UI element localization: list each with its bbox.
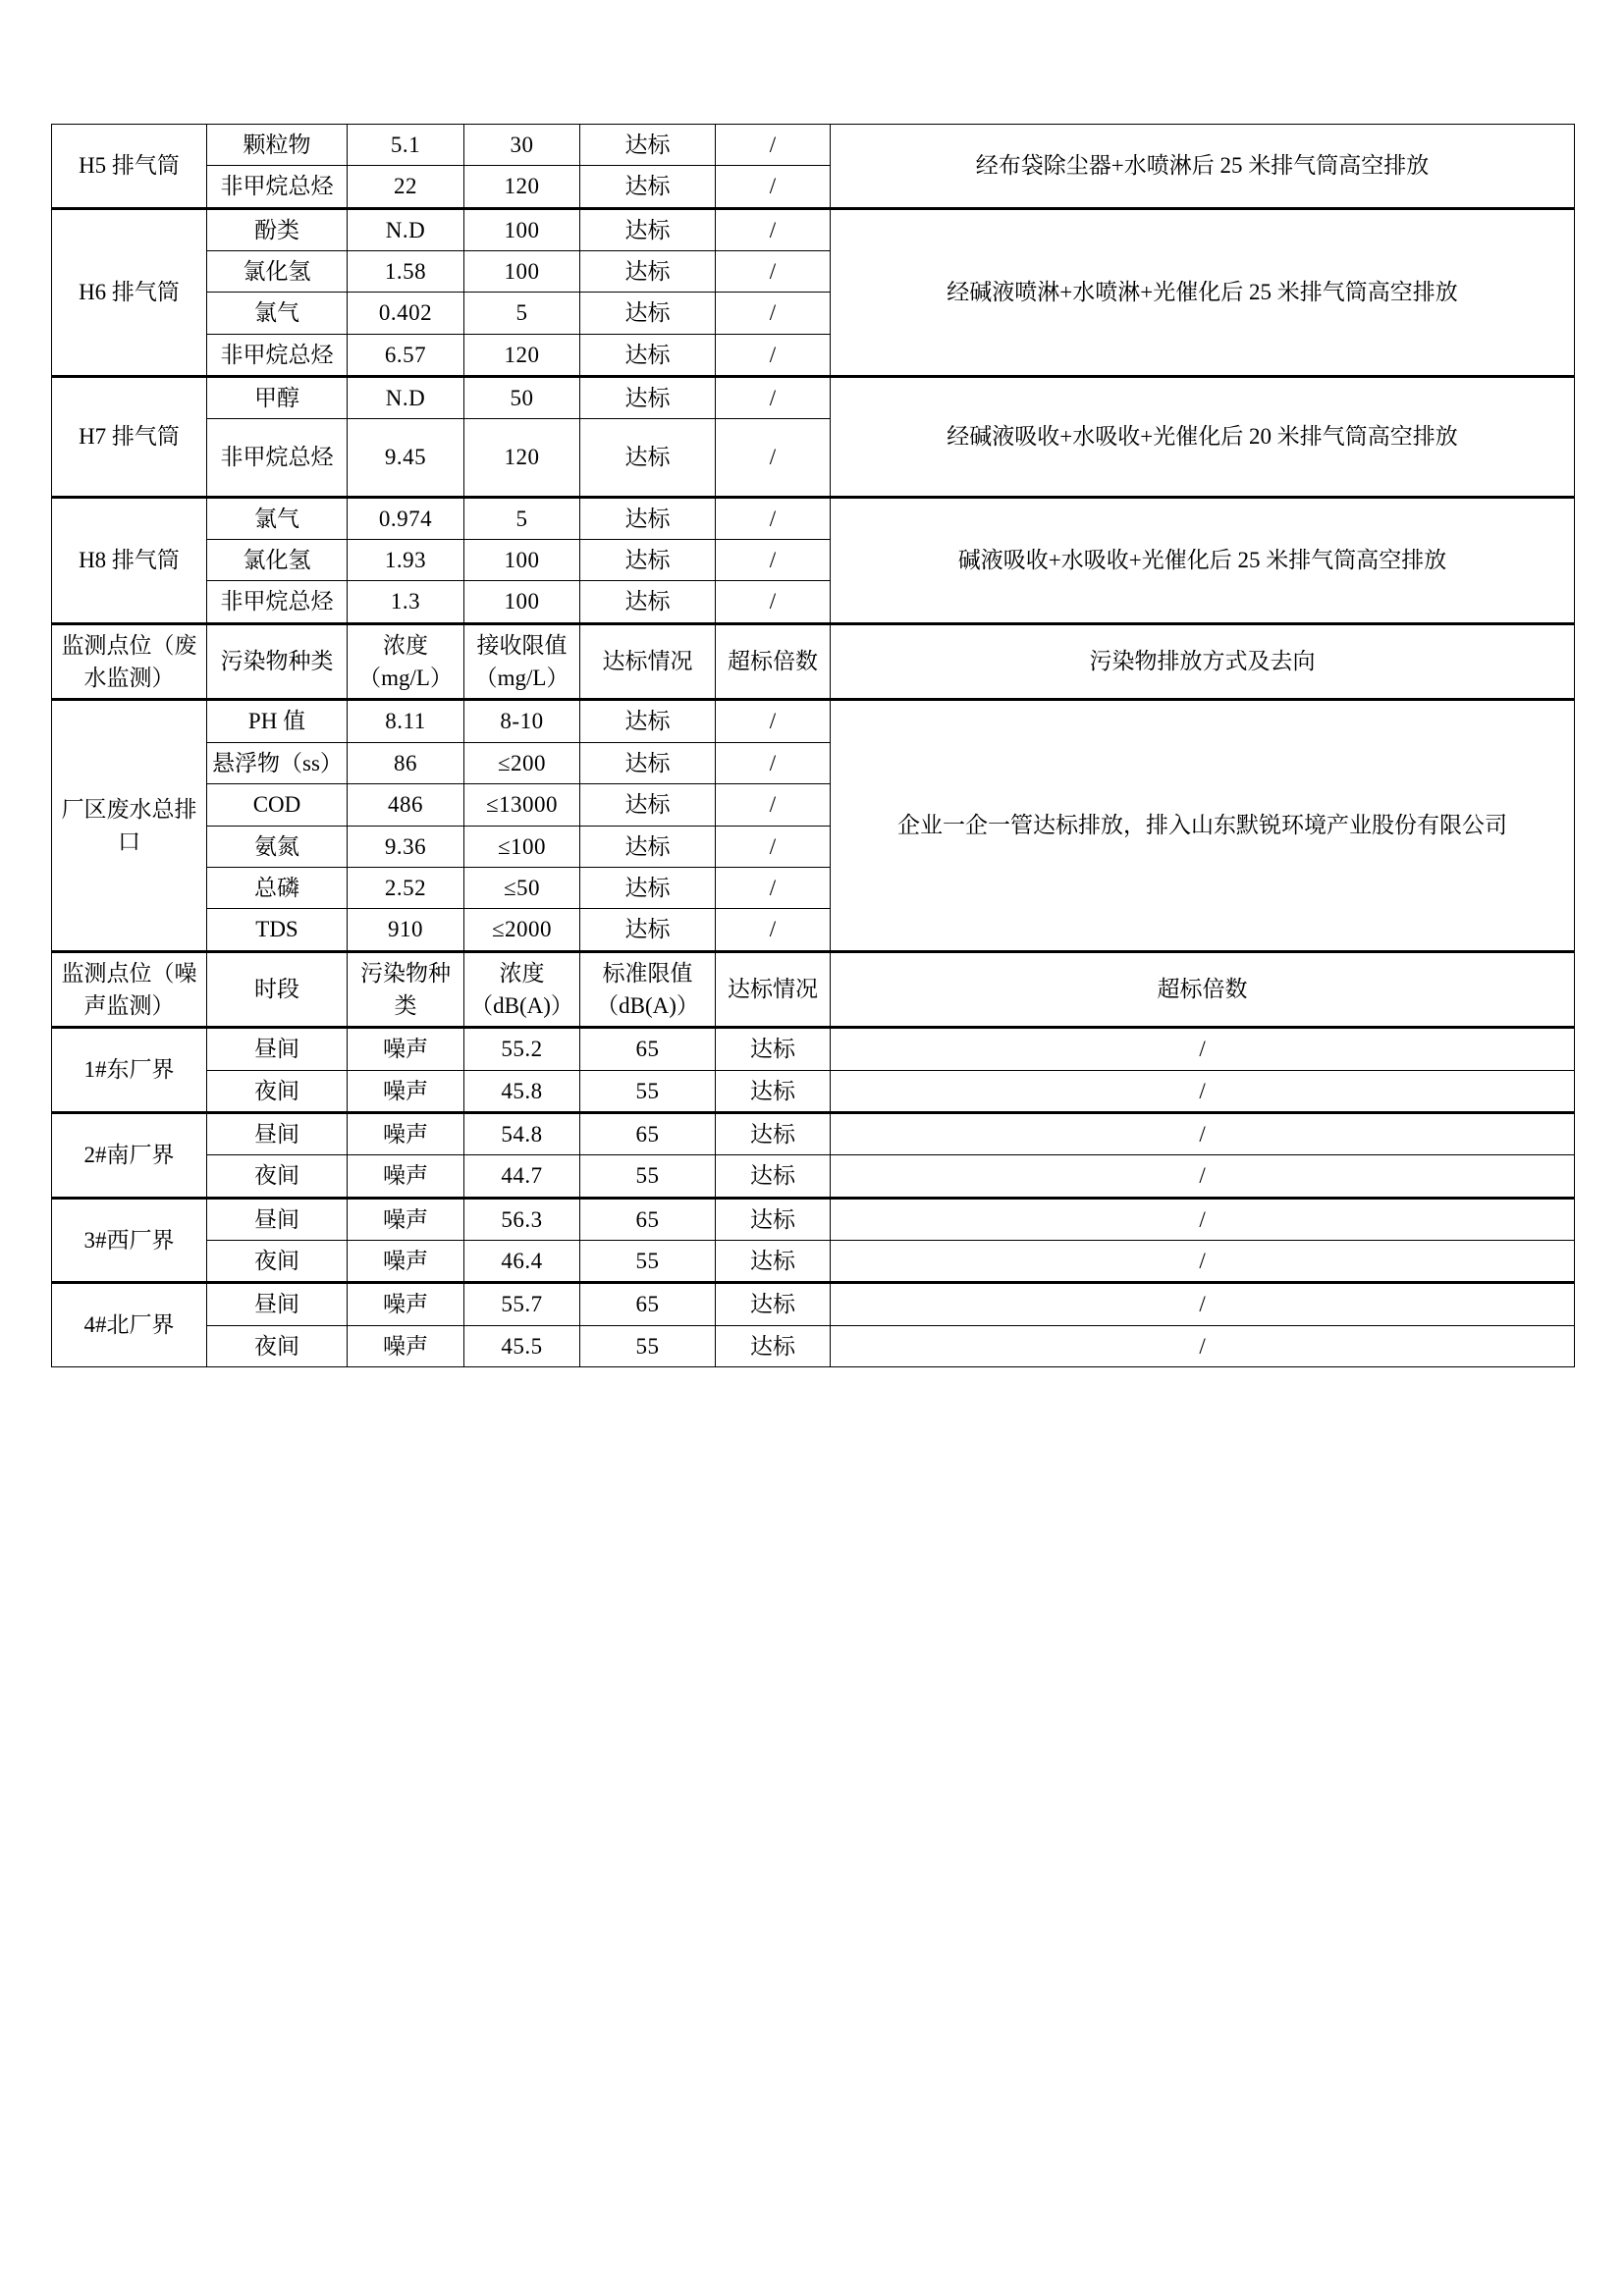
pollutant-cell: 氨氮 (207, 826, 348, 867)
point-name-cell: H5 排气筒 (52, 125, 207, 209)
discharge-description-cell: 经布袋除尘器+水喷淋后 25 米排气筒高空排放 (831, 125, 1575, 209)
limit-cell: 100 (464, 208, 580, 250)
status-cell: 达标 (580, 700, 716, 742)
header-limit-cell: 标准限值（dB(A)） (580, 951, 716, 1028)
exceed-cell: / (716, 581, 831, 623)
status-cell: 达标 (580, 540, 716, 581)
limit-cell: 55 (580, 1325, 716, 1366)
concentration-cell: 55.2 (464, 1028, 580, 1070)
concentration-cell: 910 (348, 909, 464, 951)
table-row (52, 1240, 1575, 1282)
limit-cell: ≤200 (464, 742, 580, 783)
table-header-row-wastewater (52, 623, 1575, 700)
exceed-cell: / (716, 251, 831, 293)
pollutant-cell: 酚类 (207, 208, 348, 250)
pollutant-cell: 非甲烷总烃 (207, 334, 348, 376)
concentration-cell: 8.11 (348, 700, 464, 742)
table-row (52, 1028, 1575, 1070)
status-cell: 达标 (580, 826, 716, 867)
pollutant-cell: 总磷 (207, 867, 348, 908)
limit-cell: ≤50 (464, 867, 580, 908)
period-cell: 昼间 (207, 1112, 348, 1154)
exceed-cell: / (716, 540, 831, 581)
pollutant-cell: 颗粒物 (207, 125, 348, 166)
exceed-cell: / (831, 1028, 1575, 1070)
discharge-description-cell: 碱液吸收+水吸收+光催化后 25 米排气筒高空排放 (831, 497, 1575, 623)
pollutant-cell: 非甲烷总烃 (207, 581, 348, 623)
point-name-cell: H8 排气筒 (52, 497, 207, 623)
header-pollutant-cell: 污染物种类 (207, 623, 348, 700)
pollutant-cell: 噪声 (348, 1155, 464, 1198)
table-row (52, 1112, 1575, 1154)
table-row (52, 1155, 1575, 1198)
table-row (52, 497, 1575, 539)
concentration-cell: 22 (348, 166, 464, 208)
exceed-cell: / (716, 293, 831, 334)
exceed-cell: / (831, 1112, 1575, 1154)
period-cell: 夜间 (207, 1240, 348, 1282)
limit-cell: 5 (464, 293, 580, 334)
status-cell: 达标 (716, 1240, 831, 1282)
header-discharge-cell: 污染物排放方式及去向 (831, 623, 1575, 700)
pollutant-cell: 悬浮物（ss） (207, 742, 348, 783)
point-name-cell: 4#北厂界 (52, 1283, 207, 1367)
table-row (52, 208, 1575, 250)
table-row (52, 1070, 1575, 1112)
header-pollutant-cell: 污染物种类 (348, 951, 464, 1028)
limit-cell: 120 (464, 166, 580, 208)
status-cell: 达标 (580, 581, 716, 623)
status-cell: 达标 (580, 497, 716, 539)
table-body (52, 125, 1575, 1367)
pollutant-cell: 氯气 (207, 293, 348, 334)
status-cell: 达标 (580, 334, 716, 376)
header-limit-cell: 接收限值（mg/L） (464, 623, 580, 700)
limit-cell: 50 (464, 377, 580, 419)
status-cell: 达标 (716, 1028, 831, 1070)
status-cell: 达标 (580, 377, 716, 419)
pollutant-cell: 噪声 (348, 1240, 464, 1282)
exceed-cell: / (716, 909, 831, 951)
exceed-cell: / (716, 826, 831, 867)
concentration-cell: 46.4 (464, 1240, 580, 1282)
concentration-cell: 5.1 (348, 125, 464, 166)
exceed-cell: / (716, 784, 831, 826)
exceed-cell: / (716, 334, 831, 376)
concentration-cell: 6.57 (348, 334, 464, 376)
point-name-cell: H7 排气筒 (52, 377, 207, 498)
period-cell: 夜间 (207, 1325, 348, 1366)
status-cell: 达标 (716, 1155, 831, 1198)
status-cell: 达标 (716, 1070, 831, 1112)
concentration-cell: N.D (348, 377, 464, 419)
concentration-cell: 1.93 (348, 540, 464, 581)
table-row (52, 125, 1575, 166)
table-row (52, 1283, 1575, 1325)
exceed-cell: / (831, 1283, 1575, 1325)
point-name-cell: 2#南厂界 (52, 1112, 207, 1198)
status-cell: 达标 (716, 1325, 831, 1366)
limit-cell: 65 (580, 1198, 716, 1240)
exceed-cell: / (716, 700, 831, 742)
concentration-cell: 2.52 (348, 867, 464, 908)
concentration-cell: 9.45 (348, 419, 464, 497)
exceed-cell: / (716, 867, 831, 908)
pollutant-cell: 甲醇 (207, 377, 348, 419)
pollutant-cell: 噪声 (348, 1028, 464, 1070)
limit-cell: 120 (464, 419, 580, 497)
limit-cell: 65 (580, 1112, 716, 1154)
exceed-cell: / (831, 1240, 1575, 1282)
header-status-cell: 达标情况 (716, 951, 831, 1028)
concentration-cell: N.D (348, 208, 464, 250)
pollutant-cell: 氯气 (207, 497, 348, 539)
header-status-cell: 达标情况 (580, 623, 716, 700)
limit-cell: 100 (464, 540, 580, 581)
discharge-description-cell: 经碱液喷淋+水喷淋+光催化后 25 米排气筒高空排放 (831, 208, 1575, 376)
concentration-cell: 86 (348, 742, 464, 783)
pollutant-cell: 噪声 (348, 1198, 464, 1240)
pollutant-cell: PH 值 (207, 700, 348, 742)
status-cell: 达标 (580, 784, 716, 826)
table-row (52, 700, 1575, 742)
period-cell: 昼间 (207, 1283, 348, 1325)
status-cell: 达标 (580, 208, 716, 250)
concentration-cell: 56.3 (464, 1198, 580, 1240)
limit-cell: 100 (464, 251, 580, 293)
point-name-cell: 1#东厂界 (52, 1028, 207, 1113)
status-cell: 达标 (580, 419, 716, 497)
monitoring-report-table (51, 124, 1575, 1367)
header-concentration-cell: 浓度（dB(A)） (464, 951, 580, 1028)
pollutant-cell: 噪声 (348, 1283, 464, 1325)
exceed-cell: / (831, 1325, 1575, 1366)
header-exceed-cell: 超标倍数 (831, 951, 1575, 1028)
concentration-cell: 45.5 (464, 1325, 580, 1366)
pollutant-cell: 噪声 (348, 1112, 464, 1154)
pollutant-cell: COD (207, 784, 348, 826)
status-cell: 达标 (580, 125, 716, 166)
period-cell: 昼间 (207, 1028, 348, 1070)
point-name-cell: 厂区废水总排口 (52, 700, 207, 951)
limit-cell: 65 (580, 1283, 716, 1325)
table-header-row-noise (52, 951, 1575, 1028)
concentration-cell: 0.402 (348, 293, 464, 334)
concentration-cell: 44.7 (464, 1155, 580, 1198)
concentration-cell: 54.8 (464, 1112, 580, 1154)
limit-cell: 100 (464, 581, 580, 623)
table-row (52, 1325, 1575, 1366)
pollutant-cell: 噪声 (348, 1325, 464, 1366)
exceed-cell: / (716, 419, 831, 497)
monitoring-report-table-wrapper (51, 124, 1574, 1367)
limit-cell: ≤13000 (464, 784, 580, 826)
header-concentration-cell: 浓度（mg/L） (348, 623, 464, 700)
point-name-cell: H6 排气筒 (52, 208, 207, 376)
pollutant-cell: TDS (207, 909, 348, 951)
period-cell: 夜间 (207, 1070, 348, 1112)
header-period-cell: 时段 (207, 951, 348, 1028)
pollutant-cell: 噪声 (348, 1070, 464, 1112)
exceed-cell: / (716, 742, 831, 783)
exceed-cell: / (716, 125, 831, 166)
point-name-cell: 3#西厂界 (52, 1198, 207, 1283)
concentration-cell: 1.3 (348, 581, 464, 623)
exceed-cell: / (716, 377, 831, 419)
period-cell: 昼间 (207, 1198, 348, 1240)
pollutant-cell: 氯化氢 (207, 540, 348, 581)
pollutant-cell: 非甲烷总烃 (207, 166, 348, 208)
header-point-cell: 监测点位（废水监测） (52, 623, 207, 700)
exceed-cell: / (716, 166, 831, 208)
limit-cell: 65 (580, 1028, 716, 1070)
limit-cell: 55 (580, 1240, 716, 1282)
discharge-description-cell: 经碱液吸收+水吸收+光催化后 20 米排气筒高空排放 (831, 377, 1575, 498)
concentration-cell: 45.8 (464, 1070, 580, 1112)
concentration-cell: 1.58 (348, 251, 464, 293)
limit-cell: 30 (464, 125, 580, 166)
exceed-cell: / (716, 208, 831, 250)
status-cell: 达标 (580, 251, 716, 293)
limit-cell: 8-10 (464, 700, 580, 742)
pollutant-cell: 氯化氢 (207, 251, 348, 293)
limit-cell: 55 (580, 1070, 716, 1112)
limit-cell: 5 (464, 497, 580, 539)
concentration-cell: 486 (348, 784, 464, 826)
concentration-cell: 0.974 (348, 497, 464, 539)
header-exceed-cell: 超标倍数 (716, 623, 831, 700)
period-cell: 夜间 (207, 1155, 348, 1198)
exceed-cell: / (831, 1198, 1575, 1240)
exceed-cell: / (716, 497, 831, 539)
table-row (52, 1198, 1575, 1240)
limit-cell: 55 (580, 1155, 716, 1198)
status-cell: 达标 (580, 742, 716, 783)
status-cell: 达标 (580, 166, 716, 208)
status-cell: 达标 (716, 1198, 831, 1240)
pollutant-cell: 非甲烷总烃 (207, 419, 348, 497)
status-cell: 达标 (580, 909, 716, 951)
exceed-cell: / (831, 1155, 1575, 1198)
status-cell: 达标 (580, 867, 716, 908)
discharge-description-cell: 企业一企一管达标排放，排入山东默锐环境产业股份有限公司 (831, 700, 1575, 951)
status-cell: 达标 (580, 293, 716, 334)
status-cell: 达标 (716, 1112, 831, 1154)
limit-cell: ≤100 (464, 826, 580, 867)
concentration-cell: 9.36 (348, 826, 464, 867)
concentration-cell: 55.7 (464, 1283, 580, 1325)
limit-cell: ≤2000 (464, 909, 580, 951)
table-row (52, 377, 1575, 419)
limit-cell: 120 (464, 334, 580, 376)
header-point-cell: 监测点位（噪声监测） (52, 951, 207, 1028)
exceed-cell: / (831, 1070, 1575, 1112)
status-cell: 达标 (716, 1283, 831, 1325)
